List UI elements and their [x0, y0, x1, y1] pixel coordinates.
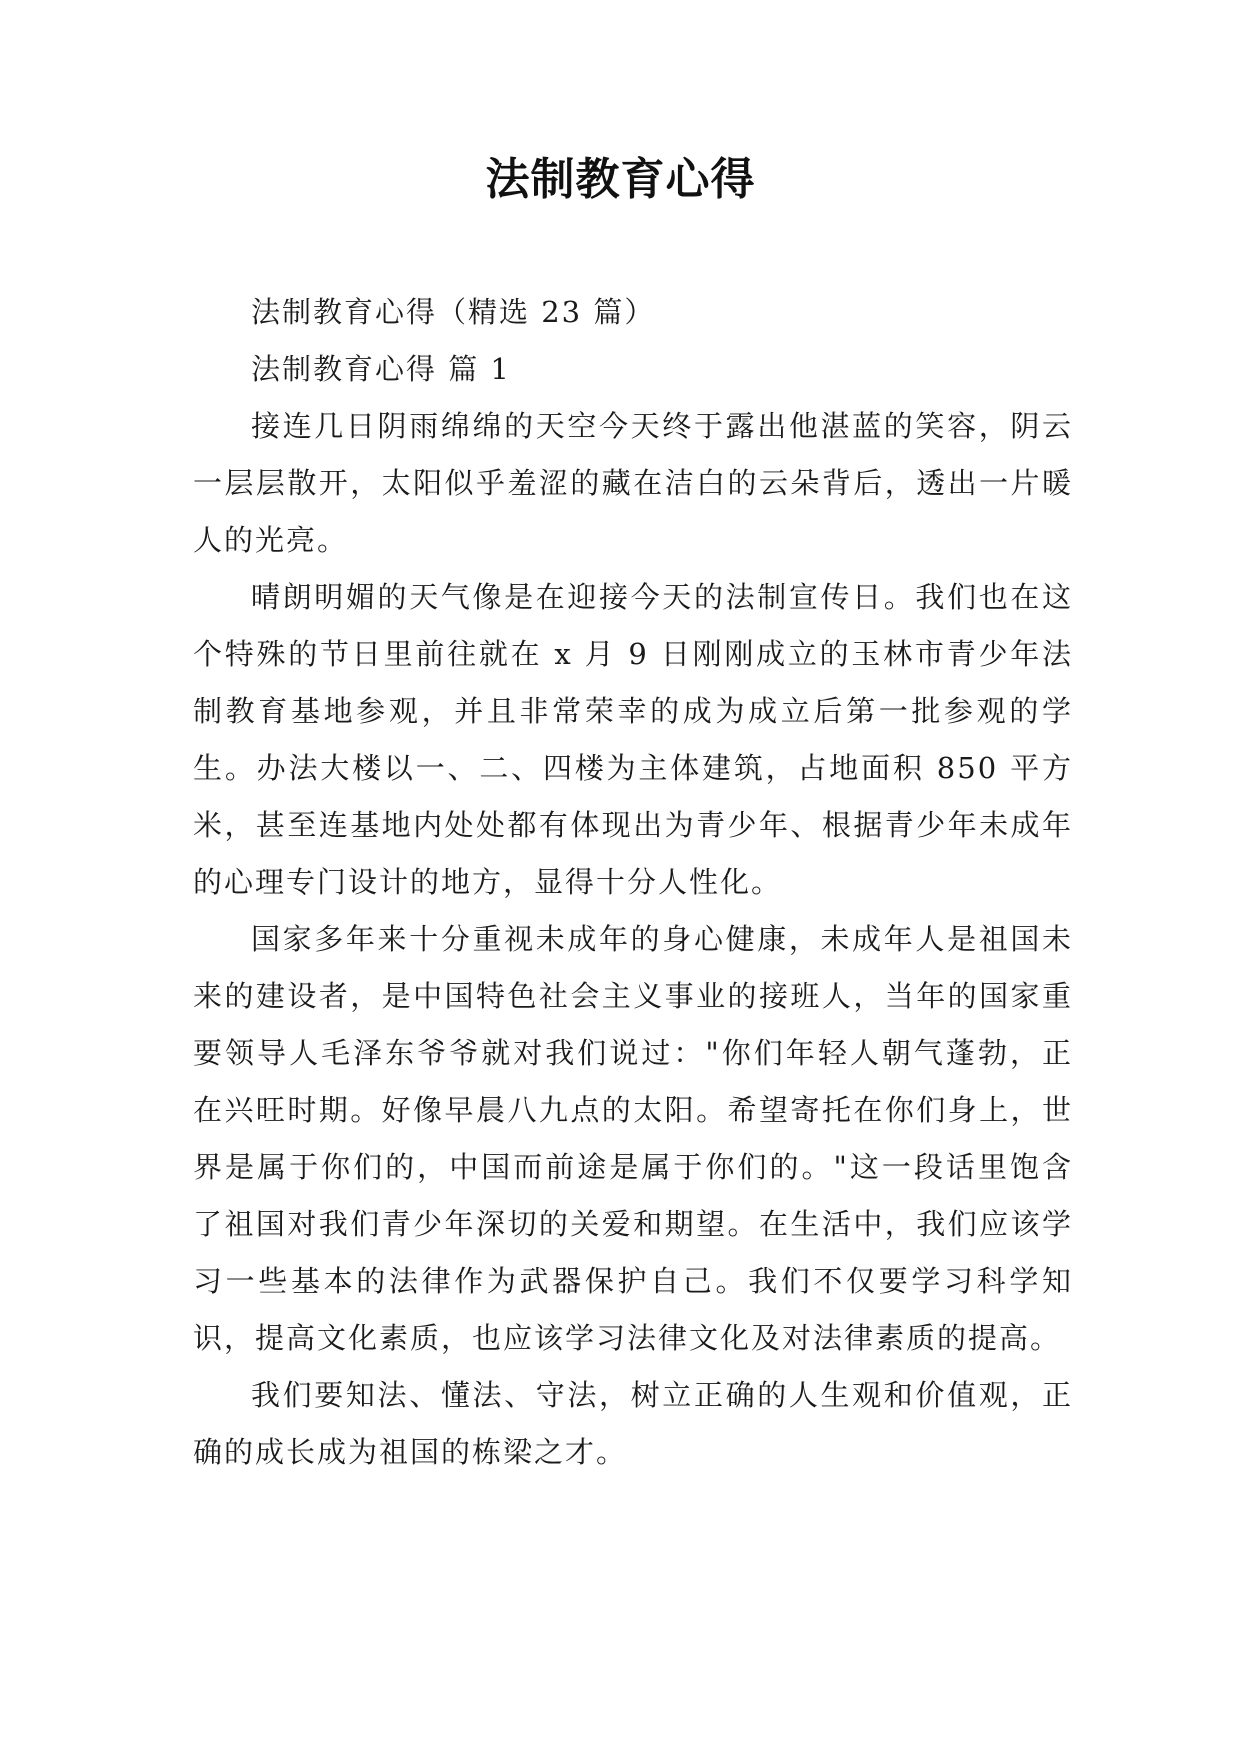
paragraph: 晴朗明媚的天气像是在迎接今天的法制宣传日。我们也在这个特殊的节日里前往就在 x 月 9 日刚刚成立的玉林市青少年法制教育基地参观，并且非常荣幸的成为成立后第一批参观的学生。办法大楼以一、二、四楼为主体建筑，占地面积 850 平方米，甚至连基地内处处都有体现出为青少年、根据青少年未成年的心理专门设计的地方，显得十分人性化。	[193, 580, 1073, 899]
paragraph: 国家多年来十分重视未成年的身心健康，未成年人是祖国未来的建设者，是中国特色社会主义事业的接班人，当年的国家重要领导人毛泽东爷爷就对我们说过："你们年轻人朝气蓬勃，正在兴旺时期。好像早晨八九点的太阳。希望寄托在你们身上，世界是属于你们的，中国而前途是属于你们的。"这一段话里饱含了祖国对我们青少年深切的关爱和期望。在生活中，我们应该学习一些基本的法律作为武器保护自己。我们不仅要学习科学知识，提高文化素质，也应该学习法律文化及对法律素质的提高。	[193, 922, 1073, 1355]
document-body	[193, 284, 1073, 1481]
subtitle-line: 法制教育心得（精选 23 篇）	[251, 295, 656, 329]
paragraph: 我们要知法、懂法、守法，树立正确的人生观和价值观，正确的成长成为祖国的栋梁之才。	[193, 1378, 1073, 1469]
paragraph: 接连几日阴雨绵绵的天空今天终于露出他湛蓝的笑容，阴云一层层散开，太阳似乎羞涩的藏在洁白的云朵背后，透出一片暖人的光亮。	[193, 409, 1073, 557]
page-title: 法制教育心得	[485, 154, 756, 205]
section-heading: 法制教育心得 篇 1	[251, 352, 511, 386]
